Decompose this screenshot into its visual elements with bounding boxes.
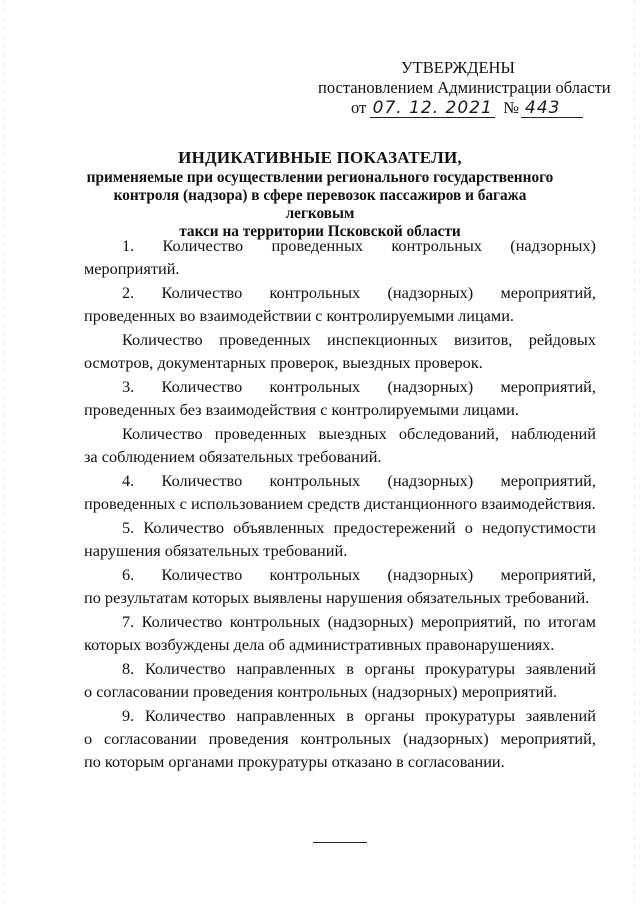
paragraph — [84, 657, 596, 703]
paragraph-first-line — [84, 234, 596, 257]
word: Количество — [161, 283, 243, 302]
paragraph-first-line — [84, 657, 596, 680]
word: мероприятий, — [500, 565, 596, 584]
paragraph — [84, 704, 596, 773]
word: 4. — [122, 471, 135, 490]
word: обследований, — [398, 424, 499, 443]
paragraph-continuation: мероприятий. — [84, 259, 180, 278]
paragraph — [84, 328, 596, 374]
word: в — [346, 706, 354, 725]
word: Количество — [161, 377, 243, 396]
paragraph-first-line — [84, 563, 596, 586]
paragraph-continuation: о согласовании проведения контрольных (надзорных) мероприятий. — [84, 682, 558, 701]
word: 5. — [122, 518, 135, 537]
paragraph-first-line — [84, 516, 596, 539]
word: в — [346, 659, 354, 678]
paragraph — [84, 375, 596, 421]
word: (надзорных) — [327, 612, 414, 631]
word: контрольных — [229, 612, 321, 631]
word: Количество — [122, 424, 203, 443]
word: (надзорных) — [387, 283, 474, 302]
word: 2. — [122, 283, 135, 302]
word: мероприятий, — [500, 377, 596, 396]
paragraph-continuation: нарушения обязательных требований. — [84, 541, 348, 560]
word: органы — [364, 706, 415, 725]
paragraph — [84, 234, 596, 280]
paragraph — [84, 422, 596, 468]
word: наблюдений — [511, 424, 596, 443]
word: инспекционных — [327, 330, 438, 349]
title-subline-3: такси на территории Псковской области — [179, 223, 461, 240]
word: Количество — [162, 236, 244, 255]
paragraph-continuation: осмотров, документарных проверок, выездных проверок. — [84, 353, 483, 372]
word: Количество — [161, 565, 243, 584]
word: Количество — [122, 330, 203, 349]
word: (надзорных) — [387, 565, 474, 584]
word: проведения — [208, 729, 289, 748]
paragraph — [84, 563, 596, 609]
paragraph-continuation: по которым органами прокуратуры отказано в согласовании. — [84, 752, 505, 771]
date-prefix: от — [351, 98, 367, 117]
word: 1. — [122, 236, 135, 255]
paragraph-continuation: за соблюдением обязательных требований. — [84, 447, 382, 466]
word: Количество — [141, 612, 223, 631]
paragraph-first-line — [84, 469, 596, 492]
word: проведенных — [271, 236, 364, 255]
word: контрольных — [269, 377, 361, 396]
paragraph-continuation: по результатам которых выявлены нарушения обязательных требований. — [84, 588, 590, 607]
paragraph — [84, 516, 596, 562]
approval-date-line — [351, 98, 583, 118]
word: (надзорных) — [387, 377, 474, 396]
paragraph-first-line — [84, 375, 596, 398]
word: прокуратуры — [425, 706, 516, 725]
word: по — [523, 612, 541, 631]
word: объявленных — [233, 518, 325, 537]
word: прокуратуры — [425, 659, 516, 678]
paragraph-continuation: проведенных во взаимодействии с контролируемыми лицами. — [84, 306, 514, 325]
word: (надзорных) — [402, 729, 489, 748]
paragraph — [84, 281, 596, 327]
word: мероприятий, — [500, 471, 596, 490]
word: Количество — [161, 471, 243, 490]
end-rule — [313, 842, 367, 843]
word: о — [464, 518, 473, 537]
word: контрольных — [269, 471, 361, 490]
word: контрольных — [269, 565, 361, 584]
word: контрольных — [300, 729, 392, 748]
paragraph-first-line — [84, 422, 596, 445]
paragraph-first-line — [84, 281, 596, 304]
word: Количество — [144, 706, 226, 725]
word: 8. — [122, 659, 135, 678]
word: 6. — [122, 565, 135, 584]
paragraph-first-line — [84, 328, 596, 351]
paragraph-continuation: проведенных с использованием средств дистанционного взаимодействия. — [84, 494, 596, 513]
paragraph-continuation: проведенных без взаимодействия с контролируемыми лицами. — [84, 400, 519, 419]
word: рейдовых — [528, 330, 596, 349]
word: 3. — [122, 377, 135, 396]
approval-heading: УТВЕРЖДЕНЫ — [401, 58, 515, 77]
number-prefix: № — [503, 98, 519, 117]
paragraph-first-line — [84, 610, 596, 633]
word: контрольных — [391, 236, 483, 255]
word: проведенных — [214, 424, 307, 443]
word: Количество — [144, 659, 226, 678]
word: мероприятий, — [500, 283, 596, 302]
paragraph — [84, 610, 596, 656]
word: проведенных — [219, 330, 311, 349]
handwritten-date: 07. 12. 2021 — [370, 99, 495, 118]
handwritten-number: 443 — [521, 99, 583, 118]
paragraph-continuation: которых возбуждены дела об административных правонарушениях. — [84, 635, 555, 654]
word: итогам — [547, 612, 596, 631]
word: заявлений — [525, 659, 596, 678]
title-subline-2: контроля (надзора) в сфере перевозок пассажиров и багажа легковым — [113, 187, 527, 222]
word: контрольных — [269, 283, 361, 302]
word: 7. — [122, 612, 135, 631]
scan-edge-left — [4, 0, 5, 905]
scan-edge-right — [634, 0, 635, 905]
word: согласовании — [103, 729, 197, 748]
word: мероприятий, — [500, 729, 596, 748]
word: (надзорных) — [387, 471, 474, 490]
title-main: ИНДИКАТИВНЫЕ ПОКАЗАТЕЛИ, — [178, 148, 462, 167]
word: визитов, — [453, 330, 513, 349]
word: предостережений — [333, 518, 456, 537]
word: направленных — [236, 659, 336, 678]
word: о — [84, 729, 93, 748]
word: (надзорных) — [510, 236, 596, 255]
word: органы — [364, 659, 415, 678]
word: Количество — [143, 518, 225, 537]
word: 9. — [122, 706, 135, 725]
word: недопустимости — [481, 518, 596, 537]
title-subline-1: применяемые при осуществлении регионального государственного — [86, 169, 554, 186]
word: мероприятий, — [420, 612, 517, 631]
word: заявлений — [525, 706, 596, 725]
paragraph-second-line — [84, 727, 596, 750]
paragraph-first-line — [84, 704, 596, 727]
paragraph — [84, 469, 596, 515]
document-title — [85, 147, 555, 241]
approval-decree-line: постановлением Администрации области — [318, 78, 611, 97]
word: направленных — [236, 706, 336, 725]
word: выездных — [318, 424, 387, 443]
